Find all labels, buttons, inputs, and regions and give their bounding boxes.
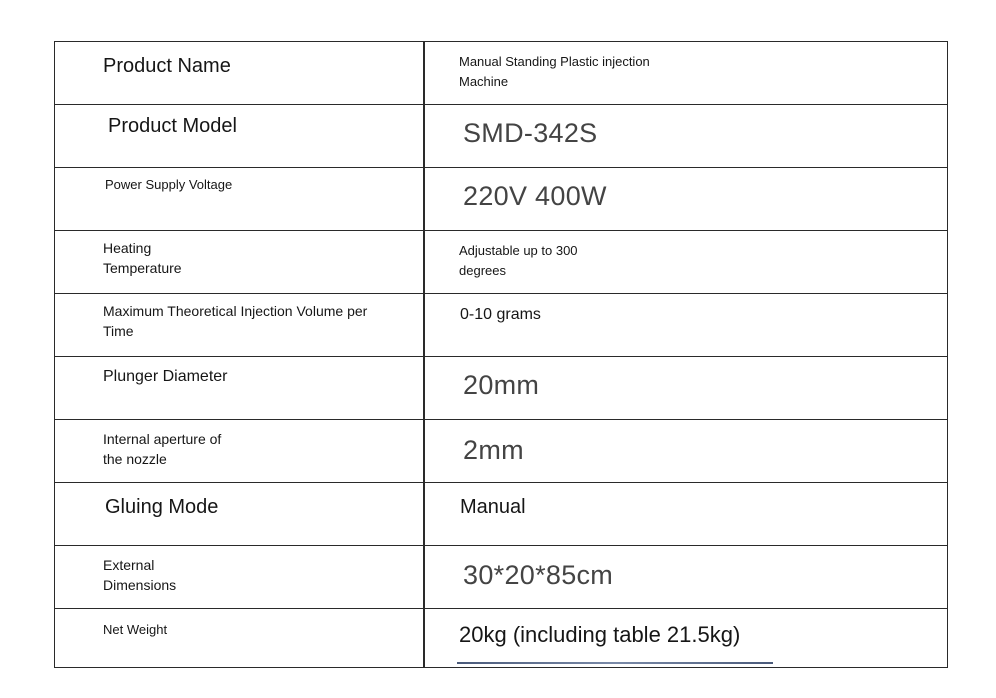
table-row bbox=[55, 608, 947, 668]
column-divider bbox=[423, 420, 425, 482]
row-label: Plunger Diameter bbox=[103, 368, 228, 385]
row-value: Adjustable up to 300 degrees bbox=[459, 243, 578, 278]
row-value: Manual bbox=[460, 496, 526, 518]
spec-table bbox=[54, 41, 948, 668]
table-row bbox=[55, 545, 947, 608]
row-value: 2mm bbox=[463, 435, 524, 465]
row-value: 20mm bbox=[463, 370, 540, 400]
table-row bbox=[55, 230, 947, 293]
column-divider bbox=[423, 357, 425, 419]
table-row bbox=[55, 42, 947, 105]
row-label: Net Weight bbox=[103, 622, 168, 637]
table-row bbox=[55, 104, 947, 167]
row-label: Heating Temperature bbox=[103, 240, 182, 276]
underline-decoration bbox=[457, 662, 773, 664]
column-divider bbox=[423, 546, 425, 608]
column-divider bbox=[423, 168, 425, 230]
table-row bbox=[55, 167, 947, 230]
row-label: Product Model bbox=[108, 115, 237, 137]
row-value: Manual Standing Plastic injection Machine bbox=[459, 54, 650, 89]
row-label: Internal aperture of the nozzle bbox=[103, 431, 222, 467]
row-label: Power Supply Voltage bbox=[105, 177, 233, 192]
row-value: 0-10 grams bbox=[460, 306, 541, 323]
row-label: Gluing Mode bbox=[105, 496, 219, 518]
column-divider bbox=[423, 609, 425, 668]
row-label: Maximum Theoretical Injection Volume per Time bbox=[103, 303, 368, 339]
row-label: External Dimensions bbox=[103, 557, 177, 593]
column-divider bbox=[423, 105, 425, 167]
table-row bbox=[55, 482, 947, 545]
row-value: 20kg (including table 21.5kg) bbox=[459, 622, 741, 647]
row-value: 220V 400W bbox=[463, 181, 607, 211]
column-divider bbox=[423, 231, 425, 293]
table-row bbox=[55, 293, 947, 356]
table-row bbox=[55, 419, 947, 482]
row-label: Product Name bbox=[103, 55, 231, 77]
row-value: 30*20*85cm bbox=[463, 560, 614, 590]
row-value: SMD-342S bbox=[463, 118, 598, 148]
table-row bbox=[55, 356, 947, 419]
column-divider bbox=[423, 42, 425, 105]
column-divider bbox=[423, 483, 425, 545]
column-divider bbox=[423, 294, 425, 356]
